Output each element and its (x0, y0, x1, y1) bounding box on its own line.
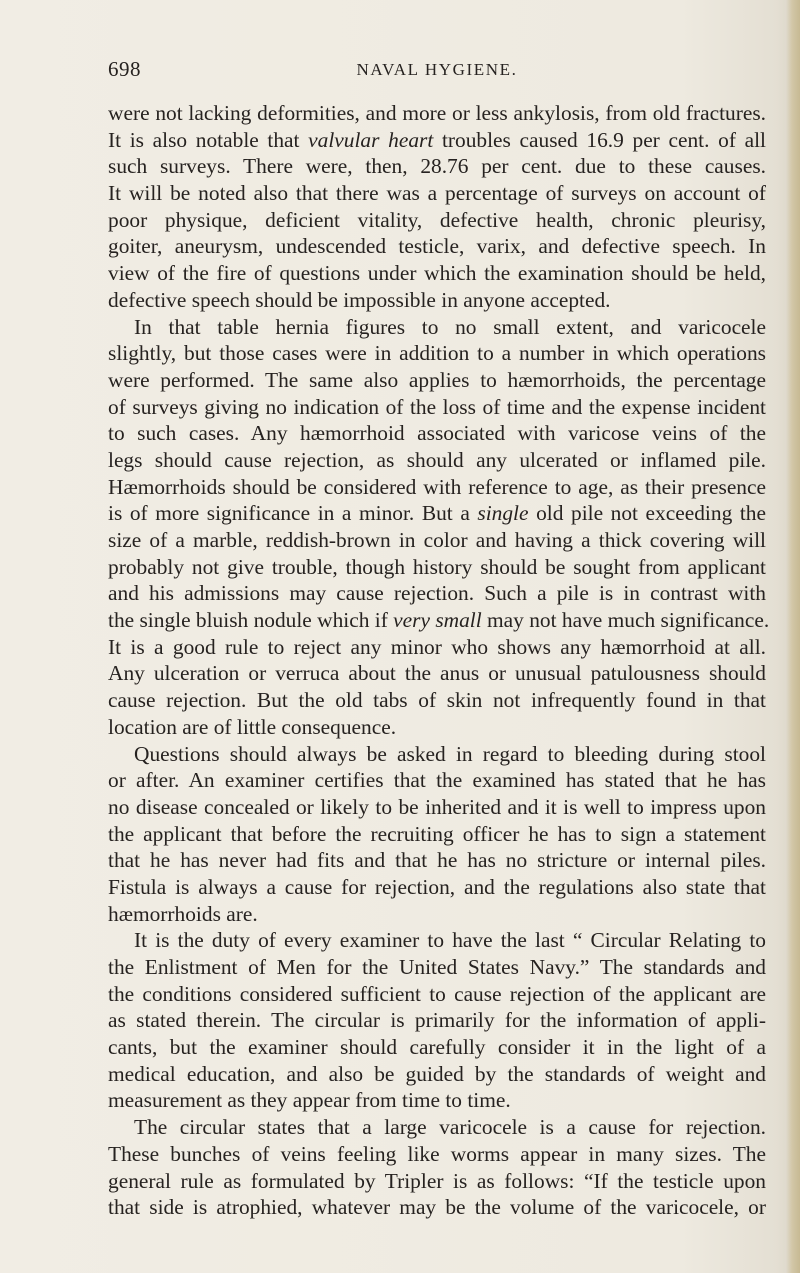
text-line (108, 233, 766, 260)
text-segment: Questions should always be asked in regard to bleeding during stool (134, 741, 766, 766)
text-line (108, 741, 766, 768)
text-segment: view of the fire of questions under which the examination should be held, (108, 261, 766, 286)
text-line (108, 1034, 766, 1061)
text-line (108, 260, 766, 287)
text-segment: may not have much significance. (481, 608, 770, 633)
text-segment: It is also notable that (108, 127, 309, 152)
text-line (108, 500, 766, 527)
text-segment: the applicant that before the recruiting officer he has to sign a statement (108, 821, 766, 846)
text-line (108, 607, 770, 634)
text-line (108, 981, 766, 1008)
body-text (108, 100, 770, 1221)
text-segment: It will be noted also that there was a percentage of surveys on account of (108, 181, 766, 206)
text-line (108, 554, 766, 581)
text-line (108, 367, 766, 394)
page-edge (786, 0, 800, 1273)
text-segment: medical education, and also be guided by the standards of weight and (108, 1061, 766, 1086)
text-line (108, 447, 766, 474)
text-line (108, 314, 766, 341)
text-line (108, 767, 766, 794)
text-line (108, 714, 766, 741)
text-segment: as stated therein. The circular is primarily for the information of appli- (108, 1008, 766, 1033)
text-segment: Fistula is always a cause for rejection, and the regulations also state that (108, 874, 766, 899)
text-segment: of surveys giving no indication of the loss of time and the expense incident (108, 394, 766, 419)
text-segment: no disease concealed or likely to be inherited and it is well to impress upon (108, 794, 766, 819)
text-line (108, 901, 766, 928)
text-segment: the single bluish nodule which if (108, 608, 394, 633)
text-line (108, 874, 766, 901)
text-line (108, 287, 766, 314)
text-segment: such surveys. There were, then, 28.76 per cent. due to these causes. (108, 154, 766, 179)
text-line (108, 420, 766, 447)
text-line (108, 127, 766, 154)
text-segment: defective speech should be impossible in anyone accepted. (108, 287, 611, 312)
text-segment: Hæmorrhoids should be considered with reference to age, as their presence (108, 474, 766, 499)
text-line (108, 1087, 766, 1114)
text-segment: troubles caused 16.9 per cent. of all (433, 127, 766, 152)
text-line (108, 660, 766, 687)
text-segment: measurement as they appear from time to time. (108, 1088, 511, 1113)
text-line (108, 474, 766, 501)
text-line (108, 954, 766, 981)
text-line (108, 1114, 766, 1141)
text-segment: It is the duty of every examiner to have the last “ Circular Relating to (134, 928, 766, 953)
text-segment: hæmorrhoids are. (108, 901, 258, 926)
page-header (108, 57, 766, 87)
text-line (108, 394, 766, 421)
text-segment: old pile not exceeding the (528, 501, 766, 526)
text-segment: and his admissions may cause rejection. Such a pile is in contrast with (108, 581, 766, 606)
text-segment: that side is atrophied, whatever may be the volume of the varicocele, or (108, 1195, 766, 1220)
text-segment: or after. An examiner certifies that the examined has stated that he has (108, 768, 766, 793)
text-line (108, 153, 766, 180)
text-segment: were not lacking deformities, and more or less ankylosis, from old fractures. (108, 101, 766, 125)
text-segment: goiter, aneurysm, undescended testicle, varix, and defective speech. In (108, 234, 766, 259)
text-segment: general rule as formulated by Tripler is as follows: “If the testicle upon (108, 1168, 766, 1193)
text-line (108, 527, 766, 554)
text-segment: Any ulceration or verruca about the anus or unusual patulousness should (108, 661, 766, 686)
text-line (108, 687, 766, 714)
text-segment: The circular states that a large varicocele is a cause for rejection. (134, 1115, 766, 1140)
text-line (108, 180, 766, 207)
text-segment: cants, but the examiner should carefully consider it in the light of a (108, 1035, 766, 1060)
text-segment: size of a marble, reddish-brown in color and having a thick covering will (108, 528, 766, 552)
italic-text: single (477, 501, 529, 526)
italic-text: very small (393, 608, 482, 633)
italic-text: valvular heart (308, 127, 434, 152)
text-line (108, 847, 766, 874)
text-line (108, 1141, 766, 1168)
text-segment: legs should cause rejection, as should any ulcerated or inflamed pile. (108, 447, 766, 472)
text-segment: poor physique, deficient vitality, defective health, chronic pleurisy, (108, 207, 766, 232)
text-segment: is of more significance in a minor. But a (108, 501, 478, 526)
text-line (108, 927, 766, 954)
text-line (108, 634, 766, 661)
text-segment: slightly, but those cases were in addition to a number in which operations (108, 341, 766, 366)
text-line (108, 1007, 766, 1034)
text-line (108, 821, 766, 848)
text-line (108, 794, 766, 821)
text-line (108, 340, 766, 367)
text-segment: that he has never had fits and that he has no stricture or internal piles. (108, 848, 766, 873)
text-segment: the Enlistment of Men for the United States Navy.” The standards and (108, 955, 766, 979)
text-segment: cause rejection. But the old tabs of skin not infrequently found in that (108, 688, 766, 713)
text-line (108, 1061, 766, 1088)
text-line (108, 207, 766, 234)
running-title: NAVAL HYGIENE. (356, 60, 518, 79)
text-segment: It is a good rule to reject any minor who shows any hæmorrhoid at all. (108, 634, 766, 659)
text-line (108, 100, 766, 127)
text-segment: In that table hernia figures to no small extent, and varicocele (134, 314, 766, 339)
text-line (108, 1194, 766, 1221)
page-number: 698 (108, 57, 141, 81)
text-segment: the conditions considered sufficient to cause rejection of the applicant are (108, 981, 766, 1006)
text-line (108, 1168, 766, 1195)
text-line (108, 580, 766, 607)
text-segment: These bunches of veins feeling like worms appear in many sizes. The (108, 1141, 766, 1166)
text-segment: to such cases. Any hæmorrhoid associated with varicose veins of the (108, 421, 766, 446)
text-segment: location are of little consequence. (108, 714, 397, 739)
text-segment: were performed. The same also applies to hæmorrhoids, the percentage (108, 367, 766, 392)
text-segment: probably not give trouble, though history should be sought from applicant (108, 554, 766, 579)
